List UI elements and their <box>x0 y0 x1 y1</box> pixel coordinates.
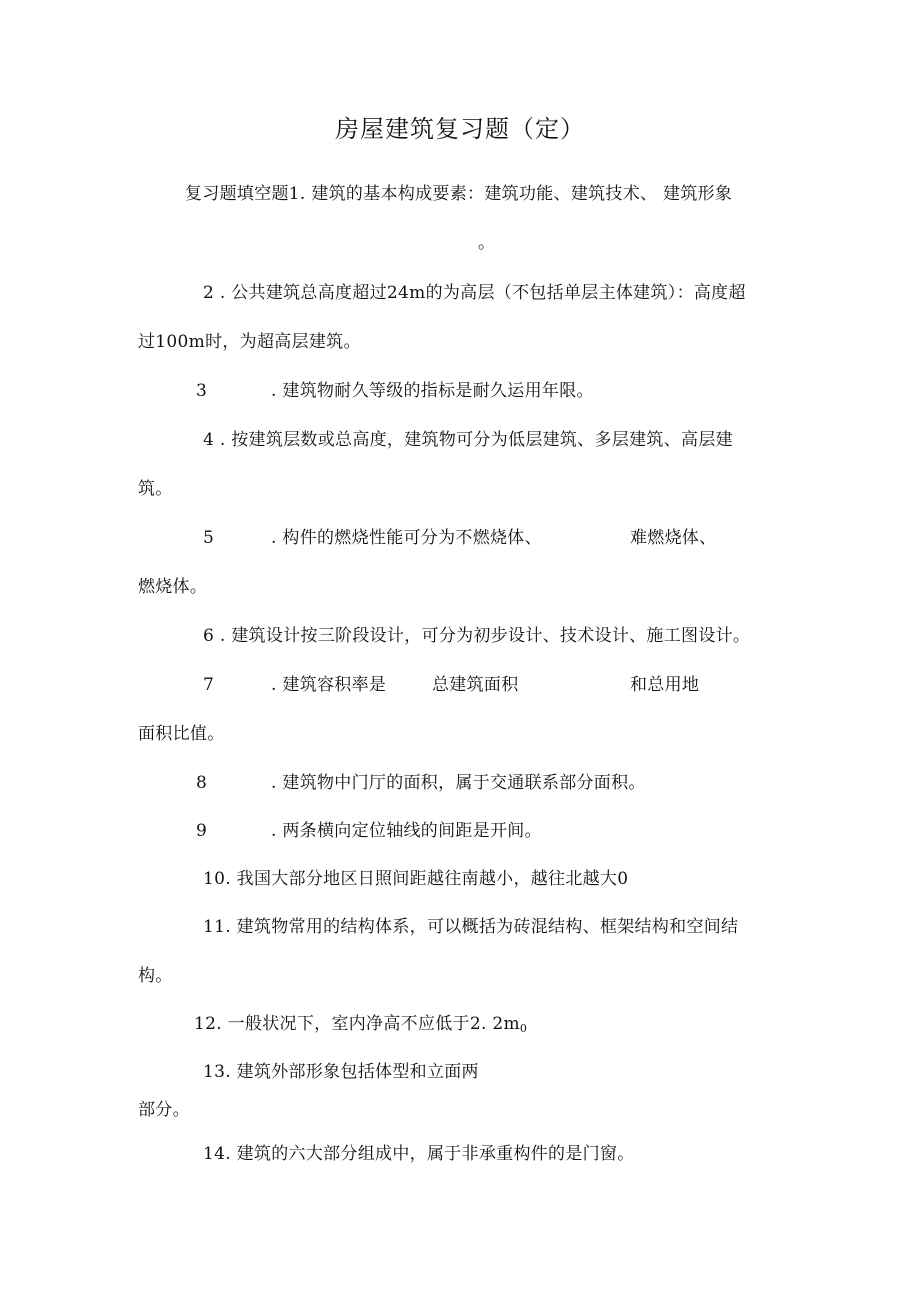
q9-text: . 两条横向定位轴线的间距是开间。 <box>271 821 542 841</box>
q7-text-b: 总建筑面积 <box>432 675 519 695</box>
q8-text: . 建筑物中门厅的面积，属于交通联系部分面积。 <box>271 773 646 793</box>
q1-line1: 复习题填空题1. 建筑的基本构成要素：建筑功能、建筑技术、 建筑形象 <box>185 184 733 204</box>
q3-number: 3 <box>196 381 208 401</box>
q2-line2: 过100m时，为超高层建筑。 <box>138 332 361 352</box>
q1-line2: 。 <box>478 233 496 253</box>
q7-line2: 面积比值。 <box>138 724 225 744</box>
q13-line1: 13. 建筑外部形象包括体型和立面两 <box>203 1062 479 1082</box>
q5-number: 5 <box>203 528 215 548</box>
q12-subscript: 0 <box>519 1022 528 1035</box>
q5-line2: 燃烧体。 <box>138 577 208 597</box>
q6-line1: 6 . 建筑设计按三阶段设计，可分为初步设计、技术设计、施工图设计。 <box>203 626 751 646</box>
document-title: 房屋建筑复习题（定） <box>335 115 585 143</box>
q5-text-b: 难燃烧体、 <box>630 528 717 548</box>
q7-text-c: 和总用地 <box>630 675 700 695</box>
q11-line1: 11. 建筑物常用的结构体系，可以概括为砖混结构、框架结构和空间结 <box>203 917 739 937</box>
q5-text-a: . 构件的燃烧性能可分为不燃烧体、 <box>271 528 542 548</box>
q8-number: 8 <box>196 773 208 793</box>
q14-line1: 14. 建筑的六大部分组成中，属于非承重构件的是门窗。 <box>203 1144 635 1164</box>
q3-text: . 建筑物耐久等级的指标是耐久运用年限。 <box>271 381 594 401</box>
q13-line2: 部分。 <box>138 1100 190 1120</box>
q4-line1: 4 . 按建筑层数或总高度，建筑物可分为低层建筑、多层建筑、高层建 <box>203 430 733 450</box>
q12-text: 12. 一般状况下，室内净高不应低于2. 2m <box>194 1014 520 1034</box>
q9-number: 9 <box>196 821 208 841</box>
q11-line2: 构。 <box>138 966 173 986</box>
q10-line1: 10. 我国大部分地区日照间距越往南越小，越往北越大0 <box>203 869 629 889</box>
q4-line2: 筑。 <box>138 479 173 499</box>
q12-line1 <box>194 1013 527 1040</box>
q7-text-a: . 建筑容积率是 <box>271 675 387 695</box>
q2-line1: 2 . 公共建筑总高度超过24m的为高层（不包括单层主体建筑）：高度超 <box>203 283 746 303</box>
q7-number: 7 <box>203 675 215 695</box>
